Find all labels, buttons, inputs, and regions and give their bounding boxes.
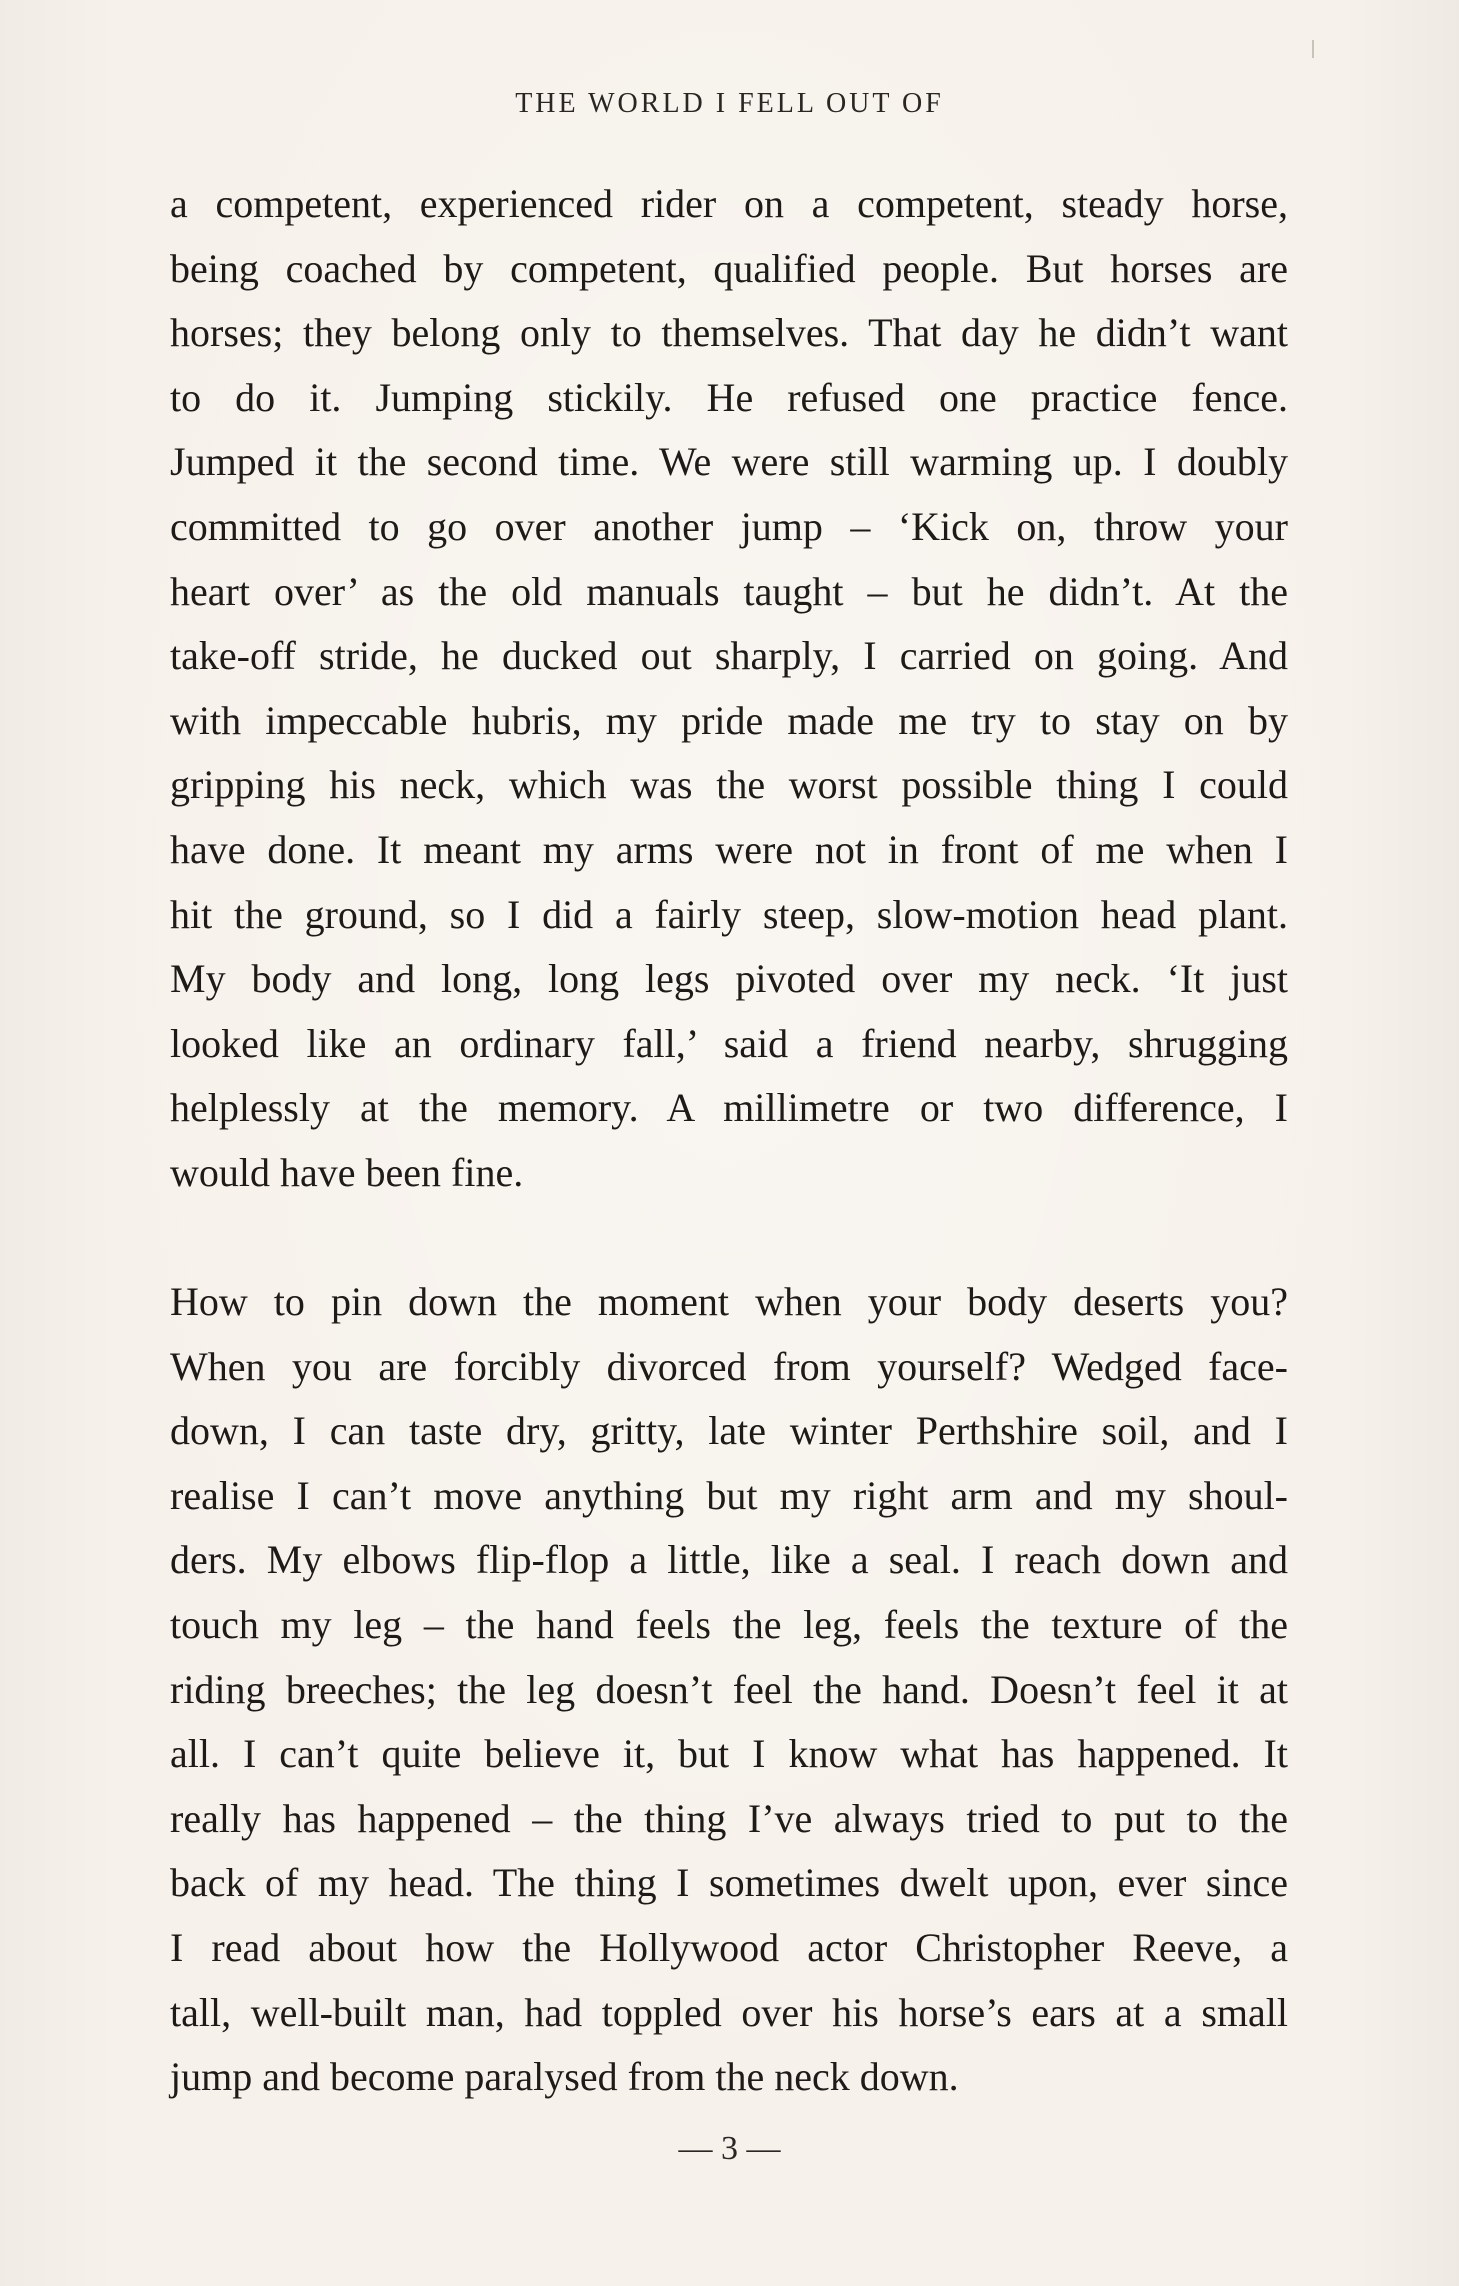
text-line: a competent, experienced rider on a competent, steady horse, xyxy=(170,181,1288,226)
page-number: — 3 — xyxy=(678,2130,781,2167)
text-line: heart over’ as the old manuals taught – but he didn’t. At the xyxy=(170,568,1288,614)
text-line: My body and long, long legs pivoted over my neck. ‘It just xyxy=(170,956,1288,1002)
paragraph-2 xyxy=(170,1270,1288,2110)
text-line: would have been fine. xyxy=(170,1149,524,1195)
text-line: have done. It meant my arms were not in front of me when I xyxy=(170,826,1288,872)
text-line: hit the ground, so I did a fairly steep, slow-motion head plant. xyxy=(170,891,1288,937)
text-line: When you are forcibly divorced from yourself? Wedged face- xyxy=(170,1343,1288,1389)
text-line: How to pin down the moment when your body deserts you? xyxy=(170,1279,1288,1325)
paper-edge-mark xyxy=(1312,40,1314,58)
text-line: really has happened – the thing I’ve always tried to put to the xyxy=(170,1795,1288,1841)
text-line: down, I can taste dry, gritty, late winter Perthshire soil, and I xyxy=(170,1408,1288,1454)
text-line: jump and become paralysed from the neck down. xyxy=(170,2054,959,2100)
text-line: to do it. Jumping stickily. He refused one practice fence. xyxy=(170,374,1288,420)
text-line: with impeccable hubris, my pride made me try to stay on by xyxy=(170,697,1288,743)
text-line: gripping his neck, which was the worst possible thing I could xyxy=(170,762,1288,808)
running-head: THE WORLD I FELL OUT OF xyxy=(515,88,944,119)
text-line: all. I can’t quite believe it, but I know what has happened. It xyxy=(170,1731,1288,1777)
text-line: back of my head. The thing I sometimes dwelt upon, ever since xyxy=(170,1860,1288,1906)
text-line: riding breeches; the leg doesn’t feel the hand. Doesn’t feel it at xyxy=(170,1666,1288,1712)
text-line: being coached by competent, qualified people. But horses are xyxy=(170,245,1288,291)
text-line: horses; they belong only to themselves. That day he didn’t want xyxy=(170,310,1288,356)
text-line: touch my leg – the hand feels the leg, feels the texture of the xyxy=(170,1602,1288,1648)
text-line: ders. My elbows flip-flop a little, like a seal. I reach down and xyxy=(170,1537,1288,1583)
text-line: take-off stride, he ducked out sharply, I carried on going. And xyxy=(170,633,1288,679)
paragraph-1 xyxy=(170,172,1288,1206)
text-line: helplessly at the memory. A millimetre or two difference, I xyxy=(170,1085,1288,1131)
text-line: Jumped it the second time. We were still warming up. I doubly xyxy=(170,439,1288,485)
body-text xyxy=(170,172,1288,2110)
text-line: realise I can’t move anything but my right arm and my shoul- xyxy=(170,1472,1288,1518)
text-line: committed to go over another jump – ‘Kick on, throw your xyxy=(170,503,1288,549)
text-line: I read about how the Hollywood actor Christopher Reeve, a xyxy=(170,1925,1288,1971)
text-line: tall, well-built man, had toppled over his horse’s ears at a small xyxy=(170,1989,1288,2035)
text-line: looked like an ordinary fall,’ said a friend nearby, shrugging xyxy=(170,1020,1288,1066)
paragraph-gap xyxy=(170,1206,1288,1271)
